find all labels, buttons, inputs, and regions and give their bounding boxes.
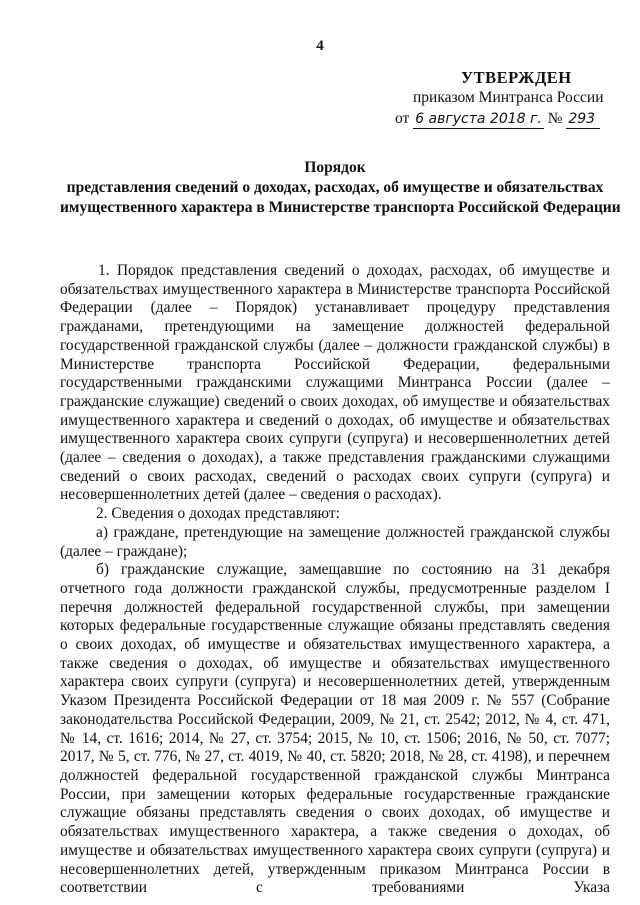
paragraph-2b: б) гражданские служащие, замещавшие по состоянию на 31 декабря отчетного года должности гражданской службы, предусмотренные разделом I перечня должностей федеральной государственной службы, при замещении которых федеральные государственные служащие обязаны представлять сведения о своих доходах, об имуществе и обязательствах имущественного характера, а также сведения о доходах, об имуществе и обязательствах имущественного характера своих супруги (супруга) и несовершеннолетних детей, утвержденным Указом Президента Российской Федерации от 18 мая 2009 г. № 557 (Собрание законодательства Российской Федерации, 2009, № 21, ст. 2542; 2012, № 4, ст. 471, № 14, ст. 1616; 2014, № 27, ст. 3754; 2015, № 10, ст. 1506; 2016, № 50, ст. 7077; 2017, № 5, ст. 776, № 27, ст. 4019, № 40, ст. 5820; 2018, № 28, ст. 4198), и перечнем должностей федеральной государственной гражданской службы Минтранса России, при замещении которых федеральные государственные гражданские служащие обязаны представлять сведения о своих доходах, об имуществе и обязательствах имущественного характера, а также сведения о доходах, об имуществе и обязательствах имущественного характера своих супруги (супруга) и несовершеннолетних детей, утвержденным приказом Минтранса России в соответствии с требованиями Указа bbox=[60, 561, 610, 897]
document-body bbox=[60, 262, 610, 898]
paragraph-1: 1. Порядок представления сведений о доходах, расходах, об имуществе и обязательствах имущественного характера в Министерстве транспорта Российской Федерации (далее – Порядок) устанавливает процедуру представления гражданами, претендующими на замещение должностей федеральной государственной гражданской службы (далее – должности гражданской службы) в Министерстве транспорта Российской Федерации, федеральными государственными гражданскими служащими Минтранса России (далее – гражданские служащие) сведений о своих доходах, об имуществе и обязательствах имущественного характера и сведений о доходах, об имуществе и обязательствах имущественного характера своих супруги (супруга) и несовершеннолетних детей (далее – сведения о доходах), а также представления гражданскими служащими сведений о своих расходах, сведений о расходах своих супруги (супруга) и несовершеннолетних детей (далее – сведения о расходах). bbox=[60, 262, 610, 504]
approval-stamp bbox=[395, 68, 625, 130]
title-line-3: имущественного характера в Министерстве транспорта Российской Федерации bbox=[60, 199, 621, 216]
handwritten-number: 293 bbox=[566, 111, 600, 129]
page-number: 4 bbox=[316, 38, 324, 54]
approval-order-line: приказом Минтранса России bbox=[413, 89, 604, 106]
title-line-2: представления сведений о доходах, расходах, об имуществе и обязательствах bbox=[66, 179, 604, 196]
number-label: № bbox=[547, 110, 563, 127]
approval-date-line bbox=[395, 108, 625, 130]
paragraph-2a: а) граждане, претендующие на замещение должностей гражданской службы (далее – граждане); bbox=[60, 523, 610, 560]
title-line-1: Порядок bbox=[304, 159, 366, 176]
paragraph-2: 2. Сведения о доходах представляют: bbox=[96, 505, 340, 523]
approved-title: УТВЕРЖДЕН bbox=[461, 68, 572, 87]
document-title bbox=[60, 158, 621, 218]
from-label: от bbox=[395, 110, 410, 127]
handwritten-date: 6 августа 2018 г. bbox=[415, 111, 542, 127]
